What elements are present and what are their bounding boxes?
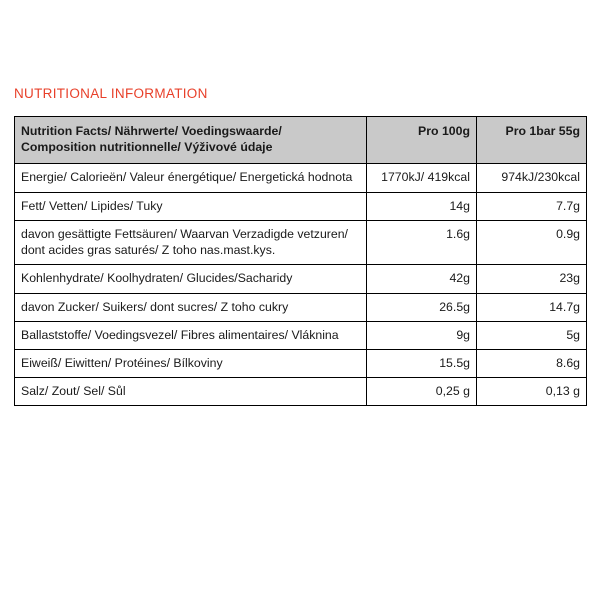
table-header [15, 117, 587, 164]
nutrient-value-per-100g: 14g [367, 192, 477, 220]
column-header-per-bar: Pro 1bar 55g [477, 117, 587, 164]
nutrient-name: davon gesättigte Fettsäuren/ Waarvan Verzadigde vetzuren/ dont acides gras saturés/ Z toho nas.mast.kys. [15, 220, 367, 264]
nutrition-table-container [14, 116, 586, 406]
nutrient-name: Kohlenhydrate/ Koolhydraten/ Glucides/Sacharidy [15, 265, 367, 293]
table-row [15, 192, 587, 220]
table-row [15, 265, 587, 293]
page-title: NUTRITIONAL INFORMATION [14, 86, 208, 101]
nutrient-name: Salz/ Zout/ Sel/ Sůl [15, 378, 367, 406]
nutrient-name: Energie/ Calorieën/ Valeur énergétique/ Energetická hodnota [15, 164, 367, 192]
nutrient-value-per-bar: 23g [477, 265, 587, 293]
table-body [15, 164, 587, 406]
nutrient-value-per-bar: 7.7g [477, 192, 587, 220]
table-row [15, 220, 587, 264]
nutrient-value-per-100g: 1.6g [367, 220, 477, 264]
nutrient-value-per-bar: 5g [477, 321, 587, 349]
nutrient-value-per-100g: 1770kJ/ 419kcal [367, 164, 477, 192]
column-header-per-100g: Pro 100g [367, 117, 477, 164]
table-row [15, 293, 587, 321]
nutrient-name: Eiweiß/ Eiwitten/ Protéines/ Bílkoviny [15, 349, 367, 377]
table-row [15, 164, 587, 192]
nutrient-value-per-100g: 9g [367, 321, 477, 349]
nutrient-value-per-100g: 0,25 g [367, 378, 477, 406]
nutrient-name: Ballaststoffe/ Voedingsvezel/ Fibres alimentaires/ Vláknina [15, 321, 367, 349]
nutrient-name: davon Zucker/ Suikers/ dont sucres/ Z toho cukry [15, 293, 367, 321]
nutrient-value-per-bar: 14.7g [477, 293, 587, 321]
nutrient-name: Fett/ Vetten/ Lipides/ Tuky [15, 192, 367, 220]
nutrition-facts-table [14, 116, 587, 406]
table-row [15, 321, 587, 349]
nutrient-value-per-bar: 974kJ/230kcal [477, 164, 587, 192]
nutrient-value-per-100g: 26.5g [367, 293, 477, 321]
table-row [15, 378, 587, 406]
nutrient-value-per-100g: 42g [367, 265, 477, 293]
nutrient-value-per-bar: 0,13 g [477, 378, 587, 406]
nutrient-value-per-bar: 0.9g [477, 220, 587, 264]
nutrient-value-per-100g: 15.5g [367, 349, 477, 377]
table-row [15, 349, 587, 377]
column-header-nutrient: Nutrition Facts/ Nährwerte/ Voedingswaarde/ Composition nutritionnelle/ Výživové údaje [15, 117, 367, 164]
nutrient-value-per-bar: 8.6g [477, 349, 587, 377]
table-header-row [15, 117, 587, 164]
